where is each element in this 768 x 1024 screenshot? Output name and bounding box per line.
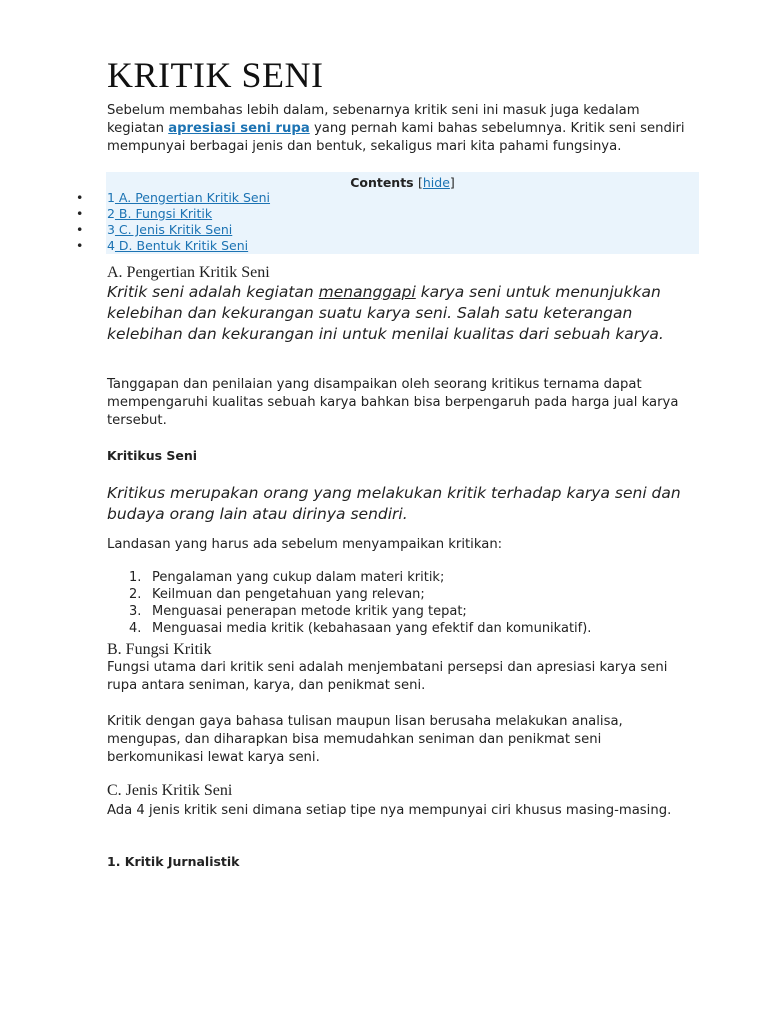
kritikus-seni-subheading: Kritikus Seni xyxy=(107,448,198,463)
section-c-heading: C. Jenis Kritik Seni xyxy=(107,782,233,799)
bullet-icon: • xyxy=(76,206,84,221)
intro-text-after: yang pernah kami bahas sebelumnya. Kritik seni sendiri mempunyai berbagai jenis dan bentuk, sekaligus mari kita pahami fungsinya. xyxy=(107,121,685,154)
section-a-heading: A. Pengertian Kritik Seni xyxy=(107,264,270,281)
toc-item-bentuk[interactable] xyxy=(76,238,249,254)
intro-paragraph xyxy=(107,102,687,156)
toc-item-number: 3 xyxy=(107,222,115,237)
tanggapan-paragraph: Tanggapan dan penilaian yang disampaikan oleh seorang kritikus ternama dapat mempengaruhi kualitas sebuah karya bahkan bisa berpengaruh pada harga jual karya tersebut. xyxy=(107,377,679,428)
page-title: KRITIK SENI xyxy=(107,55,324,95)
toc-item-label: D. Bentuk Kritik Seni xyxy=(114,238,249,253)
section-b-heading: B. Fungsi Kritik xyxy=(107,641,212,658)
fungsi-paragraph-1: Fungsi utama dari kritik seni adalah menjembatani persepsi dan apresiasi karya seni rupa antara seniman, karya, dan penikmat seni. xyxy=(107,660,668,693)
toc-hide-link[interactable]: hide xyxy=(422,175,450,190)
bullet-icon: • xyxy=(76,238,84,253)
bullet-icon: • xyxy=(76,222,84,237)
toc-item-label: C. Jenis Kritik Seni xyxy=(114,222,233,237)
toc-item-jenis[interactable] xyxy=(76,222,233,238)
toc-item-number: 2 xyxy=(107,206,115,221)
document-page: KRITIK SENI Sebelum membahas lebih dalam, sebenarnya kritik seni ini masuk juga kedalam kegiatan apresiasi seni rupa yang pernah kami bahas sebelumnya. Kritik seni sendiri mempunyai berbagai jenis dan bentuk, sekaligus mari kita pahami fungsinya. Contents [hide] • 1 A. Pengertian Kritik Seni • 2 B. Fungsi Kritik • 3 C. Jenis Kritik Seni • 4 D. Bentuk Kritik Seni A. Pengertian Kritik Seni Kritik seni adalah kegiatan menanggapi karya seni untuk menunjukkan kelebihan dan kekurangan suatu karya seni. Salah satu keterangan kelebihan dan kekurangan ini untuk menilai kualitas dari sebuah karya. Tanggapan dan penilaian yang disampaikan oleh seorang kritikus ternama dapat mempengaruhi kualitas sebuah karya bahkan bisa berpengaruh pada harga jual karya tersebut. Kritikus Seni Kritikus merupakan orang yang melakukan kritik terhadap karya seni dan budaya orang lain atau dirinya sendiri. Landasan yang harus ada sebelum menyampaikan kritikan: 1. Pengalaman yang cukup dalam materi kritik; 2. Keilmuan dan pengetahuan yang relevan; 3. Menguasai penerapan metode kritik yang tepat; 4. Menguasai media kritik (kebahasaan yang efektif dan komunikatif). B. Fungsi Kritik Fungsi utama dari kritik seni adalah menjembatani persepsi dan apresiasi karya seni rupa antara seniman, karya, dan penikmat seni. Kritik dengan gaya bahasa tulisan maupun lisan berusaha melakukan analisa, mengupas, dan diharapkan bisa memudahkan seniman dan penikmat seni berkomunikasi lewat karya seni. C. Jenis Kritik Seni Ada 4 jenis kritik seni dimana setiap tipe nya mempunyai ciri khusus masing-masing. 1. Kritik Jurnalistik xyxy=(0,0,768,1024)
apresiasi-seni-rupa-link[interactable]: apresiasi seni rupa xyxy=(168,121,310,136)
toc-item-number: 1 xyxy=(107,190,115,205)
kritik-jurnalistik-subheading: 1. Kritik Jurnalistik xyxy=(107,854,240,869)
toc-item-pengertian[interactable] xyxy=(76,190,271,206)
intro-text-before: Sebelum membahas lebih dalam, sebenarnya kritik seni ini masuk juga kedalam kegiatan xyxy=(107,103,640,136)
menanggapi-link[interactable]: menanggapi xyxy=(318,283,416,301)
toc-hide-toggle: [hide] xyxy=(417,175,455,190)
kritikus-definition: Kritikus merupakan orang yang melakukan kritik terhadap karya seni dan budaya orang lain atau dirinya sendiri. xyxy=(107,484,681,523)
toc-item-label: B. Fungsi Kritik xyxy=(114,206,213,221)
toc-item-number: 4 xyxy=(107,238,115,253)
bullet-icon: • xyxy=(76,190,84,205)
toc-title: Contents xyxy=(350,175,414,190)
jenis-paragraph: Ada 4 jenis kritik seni dimana setiap tipe nya mempunyai ciri khusus masing-masing. xyxy=(107,803,672,818)
kritik-seni-definition: Kritik seni adalah kegiatan menanggapi karya seni untuk menunjukkan kelebihan dan kekurangan suatu karya seni. Salah satu keterangan kelebihan dan kekurangan ini untuk menilai kualitas dari sebuah karya. xyxy=(107,283,664,343)
toc-item-label: A. Pengertian Kritik Seni xyxy=(114,190,271,205)
landasan-intro: Landasan yang harus ada sebelum menyampaikan kritikan: xyxy=(107,537,503,552)
toc-item-fungsi[interactable] xyxy=(76,206,213,222)
fungsi-paragraph-2: Kritik dengan gaya bahasa tulisan maupun lisan berusaha melakukan analisa, mengupas, dan diharapkan bisa memudahkan seniman dan penikmat seni berkomunikasi lewat karya seni. xyxy=(107,714,623,765)
